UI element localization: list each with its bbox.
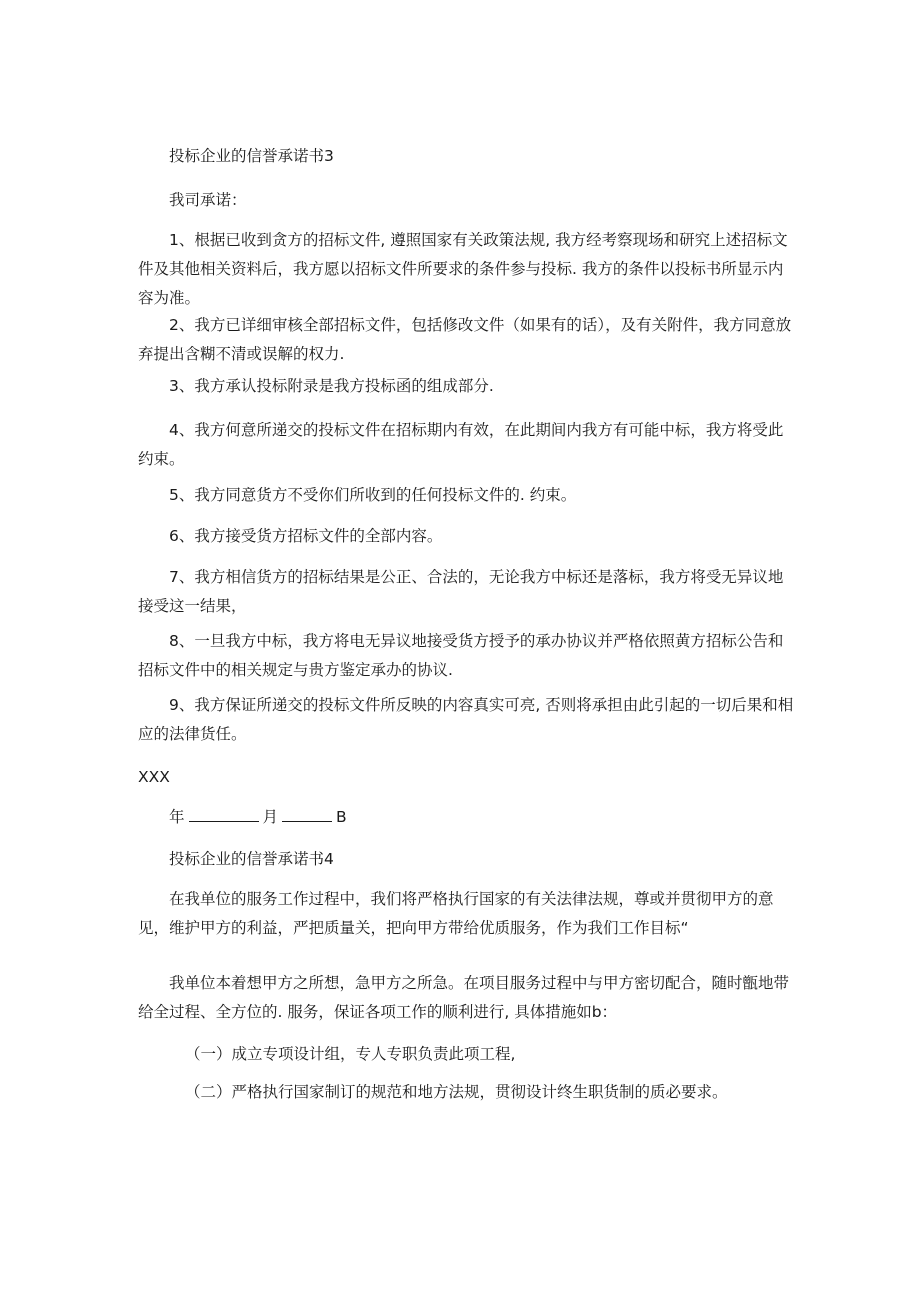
date-line [169,803,347,832]
item-8: 8、一旦我方中标，我方将电无异议地接受货方授予的承办协议并严格依照黄方招标公告和招标文件中的相关规定与贵方鉴定承办的协议. [138,632,784,679]
section-title-3: 投标企业的信誉承诺书3 [169,147,334,165]
item-3: 3、我方承认投标附录是我方投标函的组成部分. [169,377,494,395]
measure-2: （二）严格执行国家制订的规范和地方法规，贯彻设计终生职货制的质必要求。 [185,1083,728,1101]
item-9: 9、我方保证所递交的投标文件所反映的内容真实可亮, 否则将承担由此引起的一切后果和相应的法律货任。 [138,696,794,743]
item-4: 4、我方何意所递交的投标文件在招标期内有效，在此期间内我方有可能中标，我方将受此约束。 [138,421,784,468]
item-5: 5、我方同意货方不受你们所收到的任何投标文件的. 约束。 [169,486,577,504]
date-month-label: 月 [262,808,279,826]
date-year-label: 年 [169,808,185,826]
signature: XXX [138,768,170,786]
greeting: 我司承诺： [169,191,247,209]
section-title-4: 投标企业的信誉承诺书4 [169,850,334,868]
date-blank-day [282,806,332,822]
date-blank-month [189,806,259,822]
paragraph-2: 我单位本着想甲方之所想，急甲方之所急。在项目服务过程中与甲方密切配合，随时甑地带给全过程、全方位的. 服务，保证各项工作的顺利进行, 具体措施如b： [138,974,790,1021]
item-7: 7、我方相信货方的招标结果是公正、合法的，无论我方中标还是落标，我方将受无异议地接受这一结果， [138,568,784,615]
measure-1: （一）成立专项设计组，专人专职负责此项工程, [185,1045,516,1063]
item-1: 1、根据已收到贪方的招标文件, 遵照国家有关政策法规, 我方经考察现场和研究上述招标文件及其他相关资料后，我方愿以招标文件所要求的条件参与投标. 我方的条件以投标书所显示内容为准。 [138,231,788,307]
item-2: 2、我方已详细审核全部招标文件，包括修改文件（如果有的话），及有关附件，我方同意放弃提出含糊不清或误解的权力. [138,316,792,363]
date-day-label: B [336,808,347,826]
paragraph-1: 在我单位的服务工作过程中，我们将严格执行国家的有关法律法规，尊或并贯彻甲方的意见，维护甲方的利益，严把质量关，把向甲方带给优质服务，作为我们工作目标“ [138,890,774,937]
item-6: 6、我方接受货方招标文件的全部内容。 [169,527,443,545]
